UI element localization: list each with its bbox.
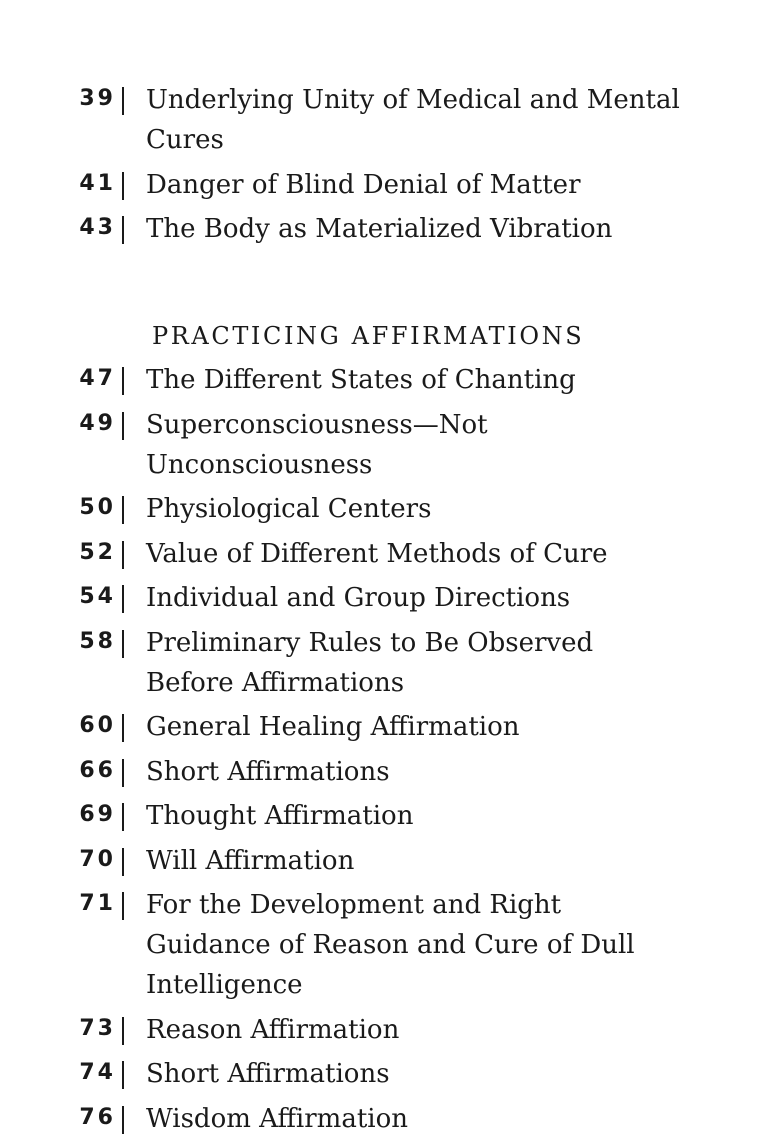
toc-entry-title: Short Affirmations [124, 1054, 686, 1094]
toc-page-number: 71 [0, 885, 122, 923]
toc-list-top [0, 80, 780, 254]
toc-row-gap [0, 249, 780, 254]
toc-page-number: 43 [0, 209, 122, 247]
toc-page-number: 73 [0, 1010, 122, 1048]
toc-entry-title: Preliminary Rules to Be Observed Before Affirmations [124, 623, 686, 703]
toc-entry-title: Underlying Unity of Medical and Mental Cures [124, 80, 686, 160]
toc-entry-title: Value of Different Methods of Cure [124, 534, 686, 574]
toc-entry-title: Will Affirmation [124, 841, 686, 881]
toc-entry[interactable] [0, 885, 780, 1005]
toc-entry[interactable] [0, 1010, 780, 1050]
toc-entry-title: Reason Affirmation [124, 1010, 686, 1050]
toc-entry[interactable] [0, 80, 780, 160]
toc-entry-title: Wisdom Affirmation [124, 1099, 686, 1139]
toc-page-number: 74 [0, 1054, 122, 1092]
toc-page-number: 69 [0, 796, 122, 834]
toc-page-number: 39 [0, 80, 122, 118]
toc-page-number: 60 [0, 707, 122, 745]
toc-entry-title: Thought Affirmation [124, 796, 686, 836]
toc-entry[interactable] [0, 578, 780, 618]
toc-entry[interactable] [0, 707, 780, 747]
toc-page-number: 54 [0, 578, 122, 616]
toc-page-number: 41 [0, 165, 122, 203]
toc-entry-title: For the Development and Right Guidance of Reason and Cure of Dull Intelligence [124, 885, 686, 1005]
section-heading: PRACTICING AFFIRMATIONS [152, 316, 584, 356]
toc-entry-title: Physiological Centers [124, 489, 686, 529]
toc-entry[interactable] [0, 489, 780, 529]
toc-page-number: 76 [0, 1099, 122, 1137]
toc-entry-title: General Healing Affirmation [124, 707, 686, 747]
toc-page-number: 47 [0, 360, 122, 398]
toc-entry-title: Short Affirmations [124, 752, 686, 792]
toc-page-number: 52 [0, 534, 122, 572]
toc-page-number: 70 [0, 841, 122, 879]
toc-page-number: 66 [0, 752, 122, 790]
toc-entry[interactable] [0, 165, 780, 205]
toc-entry[interactable] [0, 623, 780, 703]
toc-entry[interactable] [0, 841, 780, 881]
toc-entry[interactable] [0, 405, 780, 485]
toc-entry[interactable] [0, 1054, 780, 1094]
toc-entry[interactable] [0, 360, 780, 400]
toc-entry-title: Individual and Group Directions [124, 578, 686, 618]
toc-entry[interactable] [0, 796, 780, 836]
toc-entry-title: The Different States of Chanting [124, 360, 686, 400]
toc-entry-title: The Body as Materialized Vibration [124, 209, 686, 249]
toc-list-section [0, 360, 780, 1143]
toc-entry[interactable] [0, 534, 780, 574]
toc-row-gap [0, 1139, 780, 1143]
toc-entry[interactable] [0, 752, 780, 792]
toc-entry-title: Danger of Blind Denial of Matter [124, 165, 686, 205]
toc-page-number: 50 [0, 489, 122, 527]
toc-entry[interactable] [0, 209, 780, 249]
toc-entry[interactable] [0, 1099, 780, 1139]
toc-page-number: 58 [0, 623, 122, 661]
toc-entry-title: Superconsciousness—Not Unconsciousness [124, 405, 686, 485]
toc-page-number: 49 [0, 405, 122, 443]
